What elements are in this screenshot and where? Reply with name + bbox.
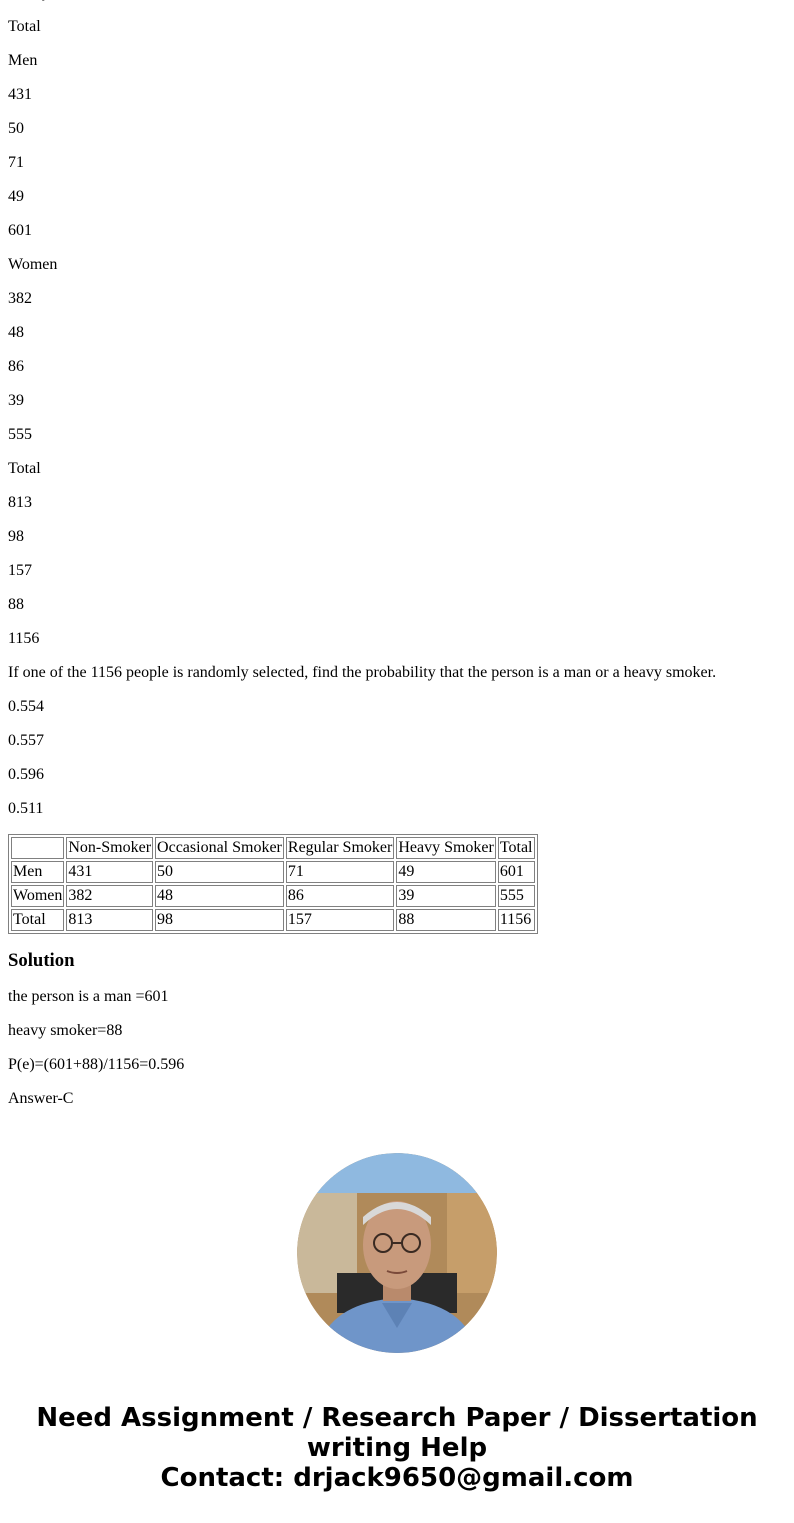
flat-cell: 39 bbox=[8, 392, 24, 409]
table-cell: Regular Smoker bbox=[286, 837, 394, 859]
flat-cell: 1156 bbox=[8, 630, 40, 647]
table-cell: Men bbox=[11, 861, 64, 883]
table-cell: 88 bbox=[396, 909, 496, 931]
table-cell: 49 bbox=[396, 861, 496, 883]
flat-cell: 50 bbox=[8, 120, 24, 137]
table-cell: Non-Smoker bbox=[66, 837, 153, 859]
table-cell: 813 bbox=[66, 909, 153, 931]
table-row bbox=[11, 837, 535, 859]
flat-cell: Women bbox=[8, 256, 58, 273]
table-cell: 555 bbox=[498, 885, 535, 907]
flat-cell: 382 bbox=[8, 290, 32, 307]
flat-cell: 431 bbox=[8, 86, 32, 103]
answer-option: 0.511 bbox=[8, 800, 44, 817]
flat-cell: Total bbox=[8, 460, 41, 477]
table-cell: 86 bbox=[286, 885, 394, 907]
table-row bbox=[11, 885, 535, 907]
question-prompt: If one of the 1156 people is randomly selected, find the probability that the person is a man or a heavy smoker. bbox=[8, 664, 717, 681]
solution-lines bbox=[8, 988, 786, 1108]
table-row bbox=[11, 861, 535, 883]
author-avatar bbox=[297, 1153, 497, 1353]
table-cell: 157 bbox=[286, 909, 394, 931]
flat-cell: Total bbox=[8, 18, 41, 35]
flat-cell-list bbox=[8, 18, 786, 648]
table-row bbox=[11, 909, 535, 931]
smoking-table bbox=[8, 834, 538, 934]
table-cell: Occasional Smoker bbox=[155, 837, 284, 859]
promo-contact: Contact: drjack9650@gmail.com bbox=[160, 1463, 634, 1493]
table-cell: Women bbox=[11, 885, 64, 907]
solution-heading: Solution bbox=[8, 950, 75, 971]
flat-cell: 49 bbox=[8, 188, 24, 205]
promo-line-2: writing Help bbox=[306, 1433, 488, 1463]
solution-line: Answer-C bbox=[8, 1090, 74, 1107]
table-cell: 382 bbox=[66, 885, 153, 907]
table-cell: 71 bbox=[286, 861, 394, 883]
flat-cell: Men bbox=[8, 52, 38, 69]
table-cell: 431 bbox=[66, 861, 153, 883]
answer-option: 0.554 bbox=[8, 698, 44, 715]
table-cell: Heavy Smoker bbox=[396, 837, 496, 859]
question-page bbox=[8, 0, 786, 1124]
solution-line: heavy smoker=88 bbox=[8, 1022, 123, 1039]
answer-option: 0.596 bbox=[8, 766, 44, 783]
cut-off-line bbox=[8, 0, 786, 2]
table-cell: 98 bbox=[155, 909, 284, 931]
answer-options bbox=[8, 698, 786, 818]
table-cell: 601 bbox=[498, 861, 535, 883]
table-cell: Total bbox=[11, 909, 64, 931]
flat-cell: 601 bbox=[8, 222, 32, 239]
promo-line-1: Need Assignment / Research Paper / Dissertation bbox=[36, 1403, 758, 1433]
flat-cell: 86 bbox=[8, 358, 24, 375]
table-cell: 48 bbox=[155, 885, 284, 907]
table-cell: Total bbox=[498, 837, 535, 859]
author-photo-icon bbox=[297, 1153, 497, 1353]
solution-line: the person is a man =601 bbox=[8, 988, 169, 1005]
solution-line: P(e)=(601+88)/1156=0.596 bbox=[8, 1056, 185, 1073]
table-cell: 1156 bbox=[498, 909, 535, 931]
flat-cell: 71 bbox=[8, 154, 24, 171]
table-cell: 39 bbox=[396, 885, 496, 907]
flat-cell: 98 bbox=[8, 528, 24, 545]
flat-cell: 555 bbox=[8, 426, 32, 443]
flat-cell: 157 bbox=[8, 562, 32, 579]
flat-cell: 813 bbox=[8, 494, 32, 511]
table-cell: 50 bbox=[155, 861, 284, 883]
table-cell bbox=[11, 837, 64, 859]
flat-cell: 88 bbox=[8, 596, 24, 613]
promo-banner bbox=[0, 1403, 794, 1493]
answer-option: 0.557 bbox=[8, 732, 44, 749]
flat-cell: 48 bbox=[8, 324, 24, 341]
